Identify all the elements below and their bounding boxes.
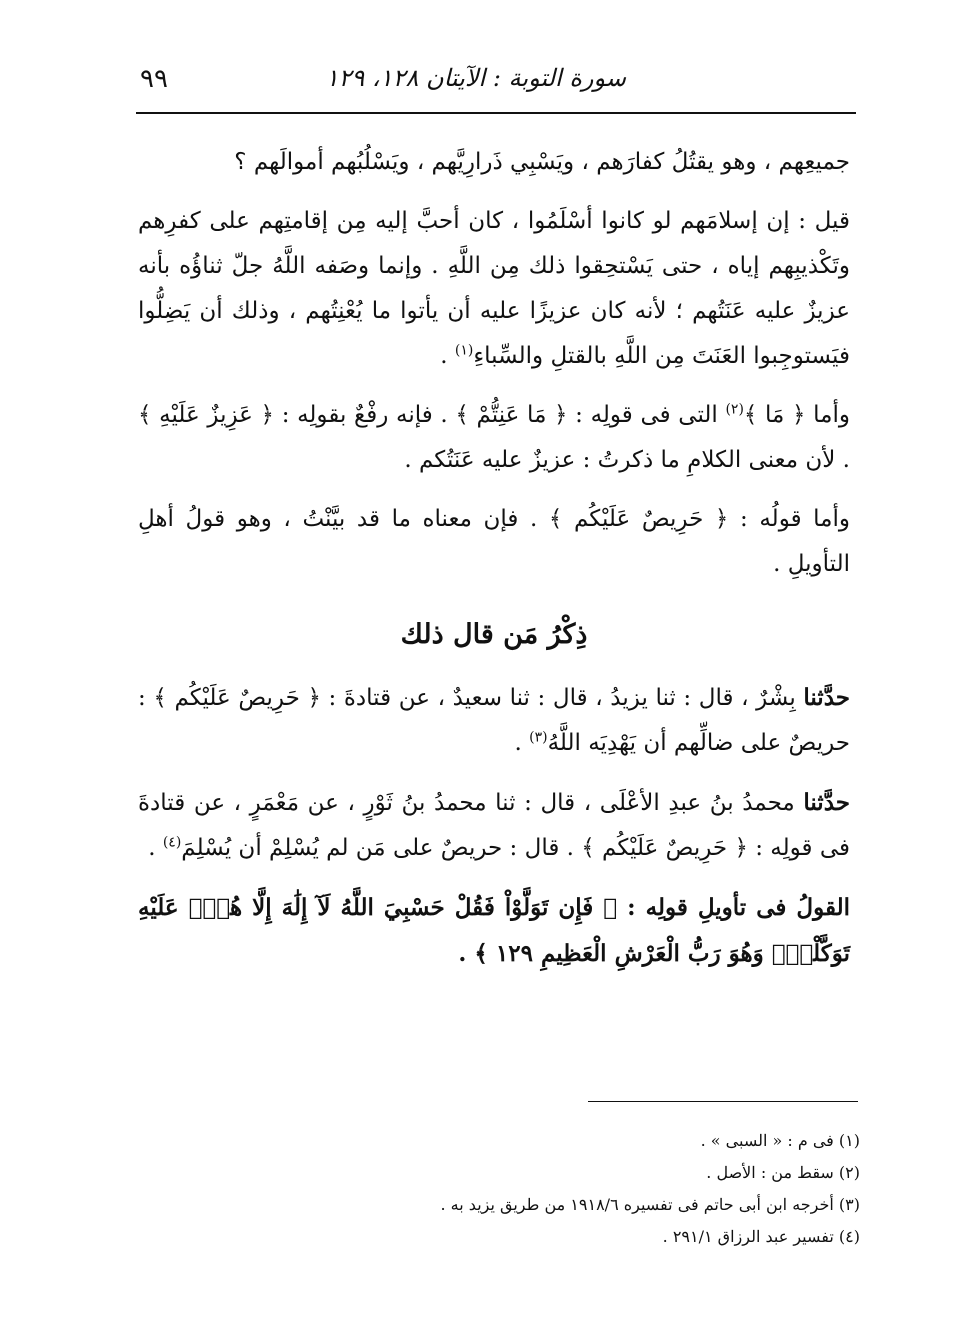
paragraph-text: جميعِهم ، وهو يقتُلُ كفارَهم ، ويَسْبِي ذَرارِيَّهم ، ويَسْلُبُهم أموالَهم ؟ (234, 149, 850, 175)
page-header (136, 58, 856, 108)
paragraph-text: وأما قولُه : ﴿ حَرِيصٌ عَلَيْكُم ﴾ . فإن معناه ما قد بيَّنْتُ ، وهو قولُ أهلِ التأويلِ . (138, 506, 850, 577)
hadith-text: بِشْرٌ ، قال : ثنا يزيدُ ، قال : ثنا سعيدٌ ، عن قتادةَ : ﴿ حَرِيصٌ عَلَيْكُم ﴾ : حريصٌ على ضالِّهم أن يَهْدِيَه اللَّهُ (138, 685, 850, 756)
main-text (138, 140, 850, 991)
hadith-lead: حدَّثنا (803, 684, 850, 711)
paragraph-tail: التى فى قولِه : ﴿ مَا عَنِتُّمْ ﴾ . فإنه رفْعٌ بقولِه : ﴿ عَزِيزٌ عَلَيْهِ ﴾ . لأن معنى الكلامِ ما ذكرتُ : عزيزٌ عليه عَنَتُكم . (138, 402, 850, 473)
hadith-tail: . (148, 835, 163, 861)
footnote: (٤) تفسير عبد الرزاق ٢٩١/١ . (662, 1227, 860, 1246)
tafsir-lead: القولُ فى تأويلِ قولِه : (627, 894, 850, 921)
paragraph (138, 140, 850, 185)
hadith (138, 780, 850, 871)
footnote-ref[interactable]: (٣) (529, 729, 548, 746)
section-heading: ذِكْرُ مَن قال ذلك (400, 619, 588, 650)
footnote-ref[interactable]: (٢) (725, 401, 744, 418)
hadith (138, 675, 850, 766)
hadith-text: محمدُ بنُ عبدِ الأعْلَى ، قال : ثنا محمدُ بنُ ثَوْرٍ ، عن مَعْمَرٍ ، عن قتادةَ فى قولِه : ﴿ حَرِيصٌ عَلَيْكُم ﴾ . قال : حريصٌ على مَن لم يُسْلِمْ أن يُسْلِمَ (138, 790, 850, 861)
footnote: (١) فى م : « السبى » . (700, 1131, 860, 1150)
tafsir-heading (138, 885, 850, 977)
quran-verse: ﴿ فَإِن تَوَلَّوْاْ فَقُلْ حَسْبِيَ اللَّهُ لَآ إِلَٰهَ إِلَّا هُوَۖ عَلَيْهِ تَوَكَّلْتُۖ وَهُوَ رَبُّ الْعَرْشِ الْعَظِيمِ ١٢٩ ﴾ . (138, 894, 850, 967)
paragraph (138, 497, 850, 587)
footnote-rule (588, 1101, 858, 1102)
footnote-ref[interactable]: (٤) (162, 834, 182, 851)
footnote-ref[interactable]: (١) (454, 342, 474, 359)
paragraph-text: قيل : إن إسلامَهم لو كانوا أسْلَمُوا ، كان أحبَّ إليه مِن إقامتِهم على كفرِهم وتَكْذيبِهم إياه ، حتى يَسْتحِقوا ذلك مِن اللَّهِ . وإنما وصَفه اللَّهُ جلّ ثناؤُه بأنه عزيزٌ عليه عَنَتُهم ؛ لأنه كان عزيزًا عليه أن يأتوا ما يُعْنِتُهم ، وذلك أن يَضِلُّوا فيَستوجِبوا العَنَتَ مِن اللَّهِ بالقتلِ والسِّباءِ (138, 208, 850, 369)
hadith-tail: . (514, 730, 530, 756)
footnote: (٣) أخرجه ابن أبى حاتم فى تفسيره ١٩١٨/٦ من طريق يزيد به . (440, 1195, 860, 1214)
footnotes (380, 1125, 860, 1253)
running-title: سورة التوبة : الآيتان ١٢٨، ١٢٩ (325, 64, 626, 92)
hadith-lead: حدَّثنا (803, 789, 850, 816)
paragraph-text: وأما ﴿ مَا ﴾ (743, 402, 850, 428)
page-number: ٩٩ (140, 64, 168, 94)
header-rule (136, 112, 856, 114)
paragraph (138, 199, 850, 379)
footnote: (٢) سقط من : الأصل . (706, 1163, 860, 1182)
paragraph-tail: . (440, 343, 455, 369)
paragraph (138, 393, 850, 483)
